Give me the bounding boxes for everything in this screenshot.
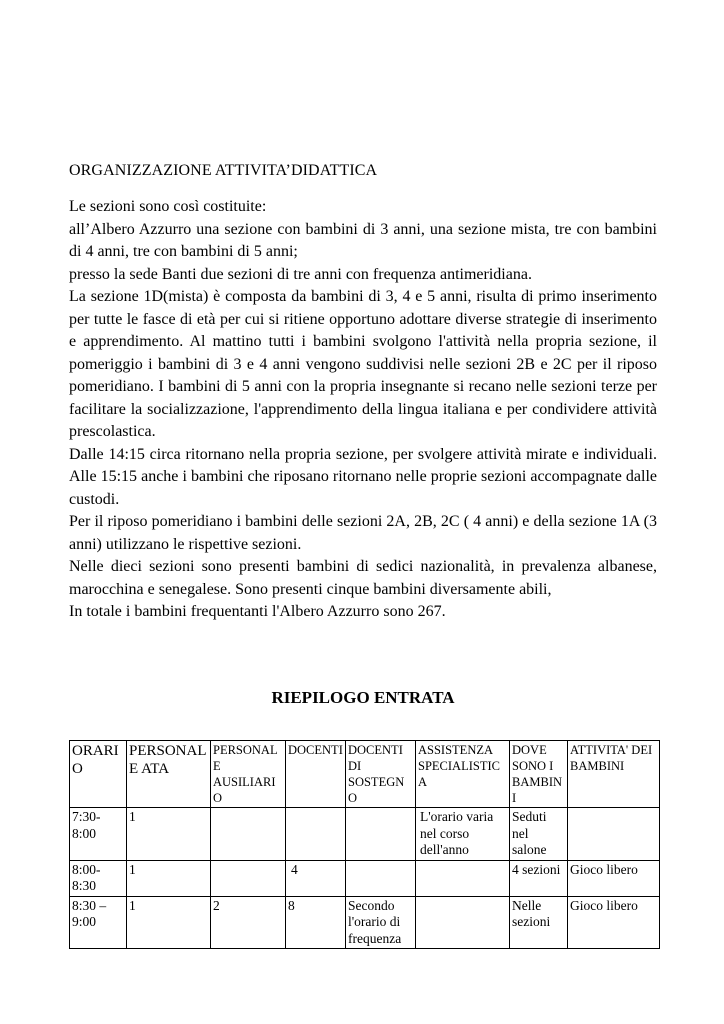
paragraph-riposo: Per il riposo pomeridiano i bambini delle sezioni 2A, 2B, 2C ( 4 anni) e della sezione 1A (3 anni) utilizzano le rispettive sezioni. — [69, 513, 657, 553]
header-personale-ausiliario: PERSONALE AUSILIARIO — [211, 741, 286, 808]
table-cell — [416, 896, 510, 949]
table-title: RIEPILOGO ENTRATA — [271, 687, 455, 707]
table-cell: 8 — [286, 896, 346, 949]
table-cell: Gioco libero — [568, 860, 660, 896]
header-attivita-bambini: ATTIVITA' DEI BAMBINI — [568, 741, 660, 808]
table-cell: 7:30-8:00 — [70, 808, 127, 861]
riepilogo-entrata-table — [69, 740, 660, 949]
table-cell — [568, 808, 660, 861]
table-cell: Seduti nel salone — [510, 808, 568, 861]
table-cell: 4 sezioni — [510, 860, 568, 896]
paragraph-intro: Le sezioni sono così costituite: — [69, 198, 267, 215]
table-cell: L'orario varia nel corso dell'anno — [416, 808, 510, 861]
table-cell — [211, 860, 286, 896]
paragraph-totale: In totale i bambini frequentanti l'Albero Azzurro sono 267. — [69, 603, 446, 620]
header-dove-sono-bambini: DOVE SONO I BAMBINI — [510, 741, 568, 808]
table-cell — [286, 808, 346, 861]
document-body — [69, 160, 657, 709]
table-cell: 8:30 – 9:00 — [70, 896, 127, 949]
table-row — [70, 808, 660, 861]
table-cell: 2 — [211, 896, 286, 949]
table-cell — [346, 808, 416, 861]
table-row — [70, 860, 660, 896]
table-cell — [346, 860, 416, 896]
paragraph-nazionalita: Nelle dieci sezioni sono presenti bambini di sedici nazionalità, in prevalenza albanese, marocchina e senegalese. Sono presenti cinque bambini diversamente abili, — [69, 558, 657, 598]
table-cell — [211, 808, 286, 861]
table-cell: Nelle sezioni — [510, 896, 568, 949]
table-cell: Gioco libero — [568, 896, 660, 949]
table-cell: 8:00-8:30 — [70, 860, 127, 896]
table-cell — [416, 860, 510, 896]
header-orario: ORARIO — [70, 741, 127, 808]
table-cell: 1 — [127, 896, 211, 949]
table-cell: 1 — [127, 808, 211, 861]
table-cell: 4 — [286, 860, 346, 896]
table-cell: Secondo l'orario di frequenza — [346, 896, 416, 949]
header-docenti: DOCENTI — [286, 741, 346, 808]
paragraph-orari-pomeriggio: Dalle 14:15 circa ritornano nella propria sezione, per svolgere attività mirate e individuali. Alle 15:15 anche i bambini che riposano ritornano nelle proprie sezioni accompagnate dalle custodi. — [69, 445, 657, 508]
table-cell: 1 — [127, 860, 211, 896]
header-personale-ata: PERSONALE ATA — [127, 741, 211, 808]
table-row — [70, 896, 660, 949]
document-heading: ORGANIZZAZIONE ATTIVITA’DIDATTICA — [69, 162, 378, 179]
header-docenti-sostegno: DOCENTI DI SOSTEGNO — [346, 741, 416, 808]
header-assistenza-specialistica: ASSISTENZA SPECIALISTICA — [416, 741, 510, 808]
paragraph-sede-banti: presso la sede Banti due sezioni di tre anni con frequenza antimeridiana. — [69, 265, 532, 283]
table-header-row — [70, 741, 660, 808]
paragraph-sezione-1d: La sezione 1D(mista) è composta da bambini di 3, 4 e 5 anni, risulta di primo inserimento per tutte le fasce di età per cui si ritiene opportuno adottare diverse strategie di inserimento e apprendimento. Al mattino tutti i bambini svolgono l'attività nella propria sezione, il pomeriggio i bambini di 3 e 4 anni vengono suddivisi nelle sezioni 2B e 2C per il riposo pomeridiano. I bambini di 5 anni con la propria insegnante si recano nelle sezioni terze per facilitare la socializzazione, l'apprendimento della lingua italiana e per condividere attività prescolastica. — [69, 288, 657, 440]
paragraph-albero-azzurro: all’Albero Azzurro una sezione con bambini di 3 anni, una sezione mista, tre con bambini di 4 anni, tre con bambini di 5 anni; — [69, 220, 657, 260]
